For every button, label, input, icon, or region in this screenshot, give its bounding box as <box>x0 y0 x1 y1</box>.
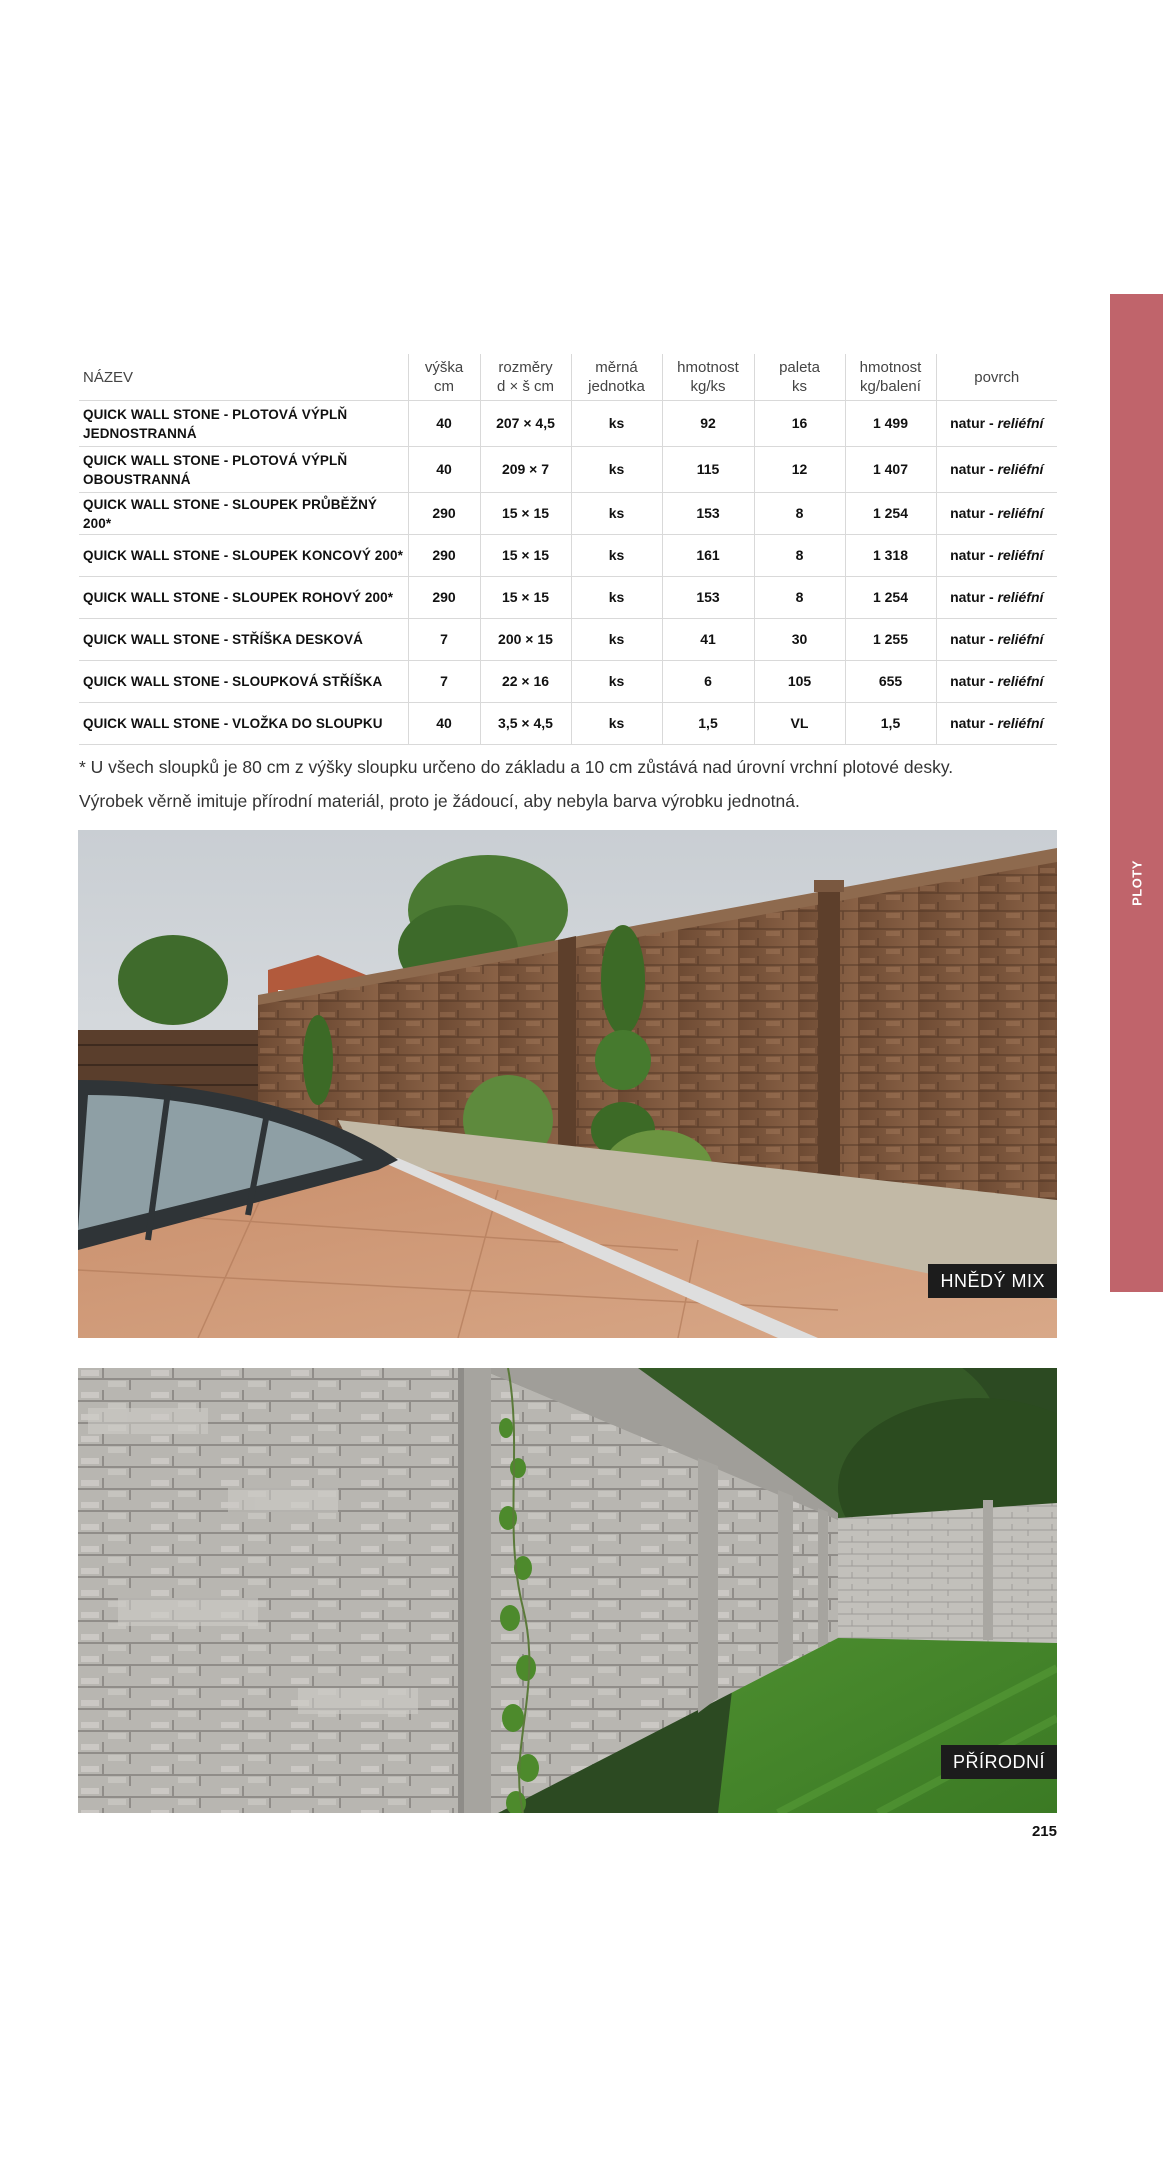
cell-weight: 161 <box>662 535 754 577</box>
cell-pallet: 8 <box>754 577 845 619</box>
cell-surface: natur - reliéfní <box>936 577 1057 619</box>
cell-pallet-weight: 1 318 <box>845 535 936 577</box>
cell-name: QUICK WALL STONE - PLOTOVÁ VÝPLŇ JEDNOSTRANNÁ <box>79 401 408 447</box>
cell-height: 290 <box>408 493 480 535</box>
side-tab-label: PLOTY <box>1129 860 1144 906</box>
cell-height: 40 <box>408 703 480 745</box>
cell-name: QUICK WALL STONE - STŘÍŠKA DESKOVÁ <box>79 619 408 661</box>
photo-label-natural: PŘÍRODNÍ <box>941 1745 1057 1779</box>
header-height: výška cm <box>408 354 480 401</box>
cell-unit: ks <box>571 493 662 535</box>
cell-height: 40 <box>408 447 480 493</box>
cell-surface: natur - reliéfní <box>936 661 1057 703</box>
product-table <box>79 354 1057 745</box>
photo-label-brown-mix: HNĚDÝ MIX <box>928 1264 1057 1298</box>
cell-weight: 41 <box>662 619 754 661</box>
side-tab <box>1110 294 1163 1292</box>
photo-brown-fence-illustration <box>78 830 1057 1338</box>
disclaimer-note: Výrobek věrně imituje přírodní materiál, proto je žádoucí, aby nebyla barva výrobku jednotná. <box>79 791 800 811</box>
cell-name: QUICK WALL STONE - SLOUPEK ROHOVÝ 200* <box>79 577 408 619</box>
cell-surface: natur - reliéfní <box>936 703 1057 745</box>
cell-unit: ks <box>571 535 662 577</box>
table-row <box>79 401 1057 447</box>
photo-natural-fence <box>78 1368 1057 1813</box>
cell-surface: natur - reliéfní <box>936 401 1057 447</box>
table-row <box>79 493 1057 535</box>
cell-dimensions: 209 × 7 <box>480 447 571 493</box>
photo-brown-fence <box>78 830 1057 1338</box>
cell-dimensions: 3,5 × 4,5 <box>480 703 571 745</box>
header-pallet: paleta ks <box>754 354 845 401</box>
cell-pallet-weight: 1 254 <box>845 577 936 619</box>
cell-weight: 92 <box>662 401 754 447</box>
header-pallet-weight: hmotnost kg/balení <box>845 354 936 401</box>
cell-pallet-weight: 1 407 <box>845 447 936 493</box>
cell-pallet-weight: 655 <box>845 661 936 703</box>
cell-dimensions: 15 × 15 <box>480 535 571 577</box>
cell-unit: ks <box>571 661 662 703</box>
header-dimensions: rozměry d × š cm <box>480 354 571 401</box>
cell-pallet: 30 <box>754 619 845 661</box>
cell-weight: 1,5 <box>662 703 754 745</box>
cell-name: QUICK WALL STONE - VLOŽKA DO SLOUPKU <box>79 703 408 745</box>
cell-name: QUICK WALL STONE - SLOUPEK PRŮBĚŽNÝ 200* <box>79 493 408 535</box>
cell-pallet-weight: 1,5 <box>845 703 936 745</box>
cell-weight: 153 <box>662 577 754 619</box>
cell-height: 290 <box>408 577 480 619</box>
cell-pallet: 105 <box>754 661 845 703</box>
cell-unit: ks <box>571 447 662 493</box>
table-header-row <box>79 354 1057 401</box>
table-row <box>79 619 1057 661</box>
header-weight: hmotnost kg/ks <box>662 354 754 401</box>
cell-weight: 153 <box>662 493 754 535</box>
header-name: NÁZEV <box>79 354 408 401</box>
cell-unit: ks <box>571 401 662 447</box>
cell-height: 7 <box>408 619 480 661</box>
cell-surface: natur - reliéfní <box>936 493 1057 535</box>
cell-height: 7 <box>408 661 480 703</box>
cell-dimensions: 207 × 4,5 <box>480 401 571 447</box>
cell-unit: ks <box>571 577 662 619</box>
cell-name: QUICK WALL STONE - SLOUPKOVÁ STŘÍŠKA <box>79 661 408 703</box>
cell-surface: natur - reliéfní <box>936 447 1057 493</box>
cell-pallet: 8 <box>754 535 845 577</box>
cell-dimensions: 15 × 15 <box>480 577 571 619</box>
cell-height: 40 <box>408 401 480 447</box>
cell-pallet: 12 <box>754 447 845 493</box>
cell-height: 290 <box>408 535 480 577</box>
cell-pallet: 16 <box>754 401 845 447</box>
cell-name: QUICK WALL STONE - PLOTOVÁ VÝPLŇ OBOUSTRANNÁ <box>79 447 408 493</box>
cell-pallet-weight: 1 254 <box>845 493 936 535</box>
cell-dimensions: 200 × 15 <box>480 619 571 661</box>
cell-pallet-weight: 1 499 <box>845 401 936 447</box>
cell-pallet-weight: 1 255 <box>845 619 936 661</box>
footnote: * U všech sloupků je 80 cm z výšky sloupku určeno do základu a 10 cm zůstává nad úrovní vrchní plotové desky. <box>79 757 954 777</box>
page-number: 215 <box>1031 1823 1057 1840</box>
table-row <box>79 447 1057 493</box>
cell-name: QUICK WALL STONE - SLOUPEK KONCOVÝ 200* <box>79 535 408 577</box>
cell-surface: natur - reliéfní <box>936 535 1057 577</box>
photo-natural-fence-illustration <box>78 1368 1057 1813</box>
header-surface: povrch <box>936 354 1057 401</box>
cell-unit: ks <box>571 619 662 661</box>
cell-weight: 115 <box>662 447 754 493</box>
table-row <box>79 703 1057 745</box>
table-row <box>79 661 1057 703</box>
cell-pallet: VL <box>754 703 845 745</box>
cell-pallet: 8 <box>754 493 845 535</box>
cell-dimensions: 22 × 16 <box>480 661 571 703</box>
cell-unit: ks <box>571 703 662 745</box>
cell-surface: natur - reliéfní <box>936 619 1057 661</box>
cell-weight: 6 <box>662 661 754 703</box>
cell-dimensions: 15 × 15 <box>480 493 571 535</box>
table-row <box>79 535 1057 577</box>
table-row <box>79 577 1057 619</box>
header-unit: měrná jednotka <box>571 354 662 401</box>
